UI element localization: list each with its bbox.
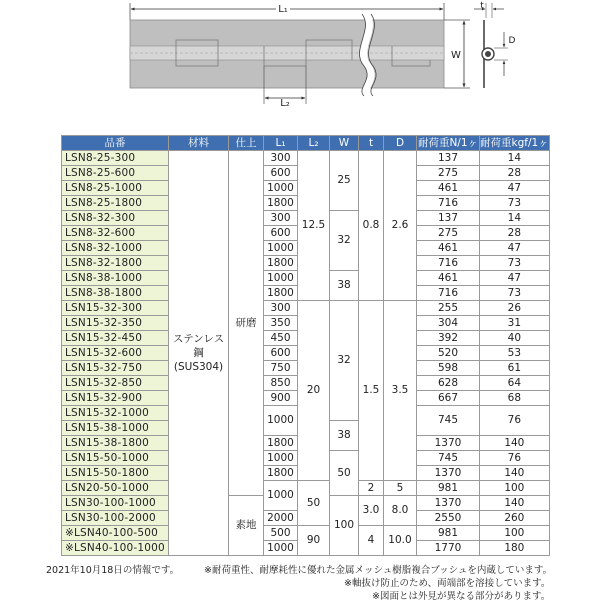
part-number: ※LSN40-100-500 — [62, 526, 169, 541]
d-cell: 3.5 — [384, 301, 417, 481]
l1-cell: 1000 — [264, 181, 298, 196]
load-kgf-cell: 140 — [480, 436, 550, 451]
load-n-cell: 628 — [417, 376, 480, 391]
load-n-cell: 745 — [417, 406, 480, 436]
t-cell: 4 — [359, 526, 384, 556]
l1-cell: 600 — [264, 226, 298, 241]
l1-cell: 1800 — [264, 256, 298, 271]
l2-label: L₂ — [280, 98, 290, 109]
load-n-cell: 716 — [417, 256, 480, 271]
load-kgf-cell: 14 — [480, 211, 550, 226]
header-finish: 仕上 — [229, 136, 264, 151]
load-kgf-cell: 140 — [480, 466, 550, 481]
l1-cell: 600 — [264, 346, 298, 361]
load-kgf-cell: 64 — [480, 376, 550, 391]
load-n-cell: 461 — [417, 181, 480, 196]
l1-cell: 300 — [264, 301, 298, 316]
table-row — [62, 151, 550, 166]
finish-raw-cell: 素地 — [229, 496, 264, 556]
load-kgf-cell: 14 — [480, 151, 550, 166]
load-n-cell: 461 — [417, 271, 480, 286]
load-kgf-cell: 73 — [480, 196, 550, 211]
load-kgf-cell: 100 — [480, 481, 550, 496]
l1-cell: 300 — [264, 151, 298, 166]
l1-cell: 1000 — [264, 541, 298, 556]
l1-cell: 1000 — [264, 451, 298, 466]
l1-cell: 1800 — [264, 286, 298, 301]
l2-cell: 12.5 — [298, 151, 330, 301]
l1-cell: 500 — [264, 526, 298, 541]
part-number: LSN15-50-1800 — [62, 466, 169, 481]
load-n-cell: 137 — [417, 151, 480, 166]
load-n-cell: 520 — [417, 346, 480, 361]
part-number: LSN8-25-600 — [62, 166, 169, 181]
part-number: LSN20-50-1000 — [62, 481, 169, 496]
material-cell: ステンレス鋼(SUS304) — [169, 151, 229, 556]
load-kgf-cell: 47 — [480, 181, 550, 196]
part-number: LSN8-32-300 — [62, 211, 169, 226]
l1-cell: 900 — [264, 391, 298, 406]
l2-cell: 50 — [298, 481, 330, 526]
w-cell: 25 — [330, 151, 359, 211]
part-number: LSN8-38-1000 — [62, 271, 169, 286]
table-row — [62, 301, 550, 316]
t-cell: 2 — [359, 481, 384, 496]
load-kgf-cell: 61 — [480, 361, 550, 376]
load-n-cell: 1370 — [417, 496, 480, 511]
d-cell: 8.0 — [384, 496, 417, 526]
part-number: LSN15-32-450 — [62, 331, 169, 346]
load-kgf-cell: 40 — [480, 331, 550, 346]
table-row — [62, 481, 550, 496]
part-number: LSN8-32-1800 — [62, 256, 169, 271]
part-number: LSN15-32-350 — [62, 316, 169, 331]
part-number: LSN15-32-1000 — [62, 406, 169, 421]
header-l2: L₂ — [298, 136, 330, 151]
note-bushing: ※耐荷重性、耐摩耗性に優れた金属メッシュ樹脂複合ブッシュを内蔵しています。 — [204, 565, 553, 576]
w-cell: 32 — [330, 211, 359, 271]
part-number: LSN15-32-900 — [62, 391, 169, 406]
load-n-cell: 255 — [417, 301, 480, 316]
part-number: LSN30-100-1000 — [62, 496, 169, 511]
l1-cell: 2000 — [264, 511, 298, 526]
part-number: LSN15-32-300 — [62, 301, 169, 316]
t-cell: 3.0 — [359, 496, 384, 526]
header-l1: L₁ — [264, 136, 298, 151]
spec-table — [61, 135, 550, 556]
load-n-cell: 137 — [417, 211, 480, 226]
l2-cell: 20 — [298, 301, 330, 481]
load-n-cell: 275 — [417, 226, 480, 241]
hinge-dimension-drawing — [0, 0, 600, 130]
part-number: LSN30-100-2000 — [62, 511, 169, 526]
w-label: W — [451, 50, 461, 61]
load-kgf-cell: 28 — [480, 166, 550, 181]
d-cell: 2.6 — [384, 151, 417, 301]
load-n-cell: 1370 — [417, 466, 480, 481]
load-n-cell: 981 — [417, 526, 480, 541]
w-cell: 100 — [330, 496, 359, 556]
info-date: 2021年10月18日の情報です。 — [46, 565, 180, 576]
l1-label: L₁ — [278, 4, 288, 15]
l1-cell: 1000 — [264, 406, 298, 436]
load-kgf-cell: 31 — [480, 316, 550, 331]
w-cell: 38 — [330, 421, 359, 451]
load-kgf-cell: 73 — [480, 256, 550, 271]
t-cell: 1.5 — [359, 301, 384, 481]
part-number: ※LSN40-100-1000 — [62, 541, 169, 556]
load-n-cell: 1770 — [417, 541, 480, 556]
load-kgf-cell: 100 — [480, 526, 550, 541]
header-w: W — [330, 136, 359, 151]
load-n-cell: 1370 — [417, 436, 480, 451]
l1-cell: 300 — [264, 211, 298, 226]
load-kgf-cell: 68 — [480, 391, 550, 406]
w-cell: 32 — [330, 301, 359, 421]
d-label: D — [508, 36, 516, 46]
header-part-number: 品番 — [62, 136, 169, 151]
part-number: LSN8-25-300 — [62, 151, 169, 166]
part-number: LSN8-25-1800 — [62, 196, 169, 211]
part-number: LSN8-38-1800 — [62, 286, 169, 301]
load-n-cell: 716 — [417, 196, 480, 211]
w-cell: 50 — [330, 451, 359, 496]
note-appearance: ※図面とは外見が異なる部分があります。 — [372, 591, 551, 602]
header-material: 材料 — [169, 136, 229, 151]
load-kgf-cell: 47 — [480, 241, 550, 256]
t-label: t — [480, 1, 484, 11]
l2-cell: 90 — [298, 526, 330, 556]
load-n-cell: 2550 — [417, 511, 480, 526]
l1-cell: 1800 — [264, 466, 298, 481]
load-kgf-cell: 47 — [480, 271, 550, 286]
part-number: LSN8-25-1000 — [62, 181, 169, 196]
l1-cell: 1000 — [264, 271, 298, 286]
part-number: LSN15-38-1800 — [62, 436, 169, 451]
load-n-cell: 745 — [417, 451, 480, 466]
l1-cell: 1800 — [264, 436, 298, 451]
l1-cell: 1000 — [264, 481, 298, 511]
load-kgf-cell: 180 — [480, 541, 550, 556]
w-cell: 38 — [330, 271, 359, 301]
part-number: LSN15-38-1000 — [62, 421, 169, 436]
part-number: LSN8-32-1000 — [62, 241, 169, 256]
l1-cell: 350 — [264, 316, 298, 331]
load-kgf-cell: 28 — [480, 226, 550, 241]
l1-cell: 450 — [264, 331, 298, 346]
header-d: D — [384, 136, 417, 151]
load-kgf-cell: 76 — [480, 451, 550, 466]
note-welding: ※軸抜け防止のため、両端部を溶接しています。 — [344, 578, 551, 589]
l1-cell: 850 — [264, 376, 298, 391]
l1-cell: 1800 — [264, 196, 298, 211]
d-cell: 10.0 — [384, 526, 417, 556]
load-kgf-cell: 140 — [480, 496, 550, 511]
header-load-n: 耐荷重N/1ヶ — [417, 136, 479, 149]
load-n-cell: 275 — [417, 166, 480, 181]
t-cell: 0.8 — [359, 151, 384, 301]
finish-polished-cell: 研磨 — [229, 151, 264, 496]
l1-cell: 600 — [264, 166, 298, 181]
part-number: LSN15-32-600 — [62, 346, 169, 361]
table-header-row — [62, 136, 550, 151]
load-kgf-cell: 260 — [480, 511, 550, 526]
load-n-cell: 598 — [417, 361, 480, 376]
table-row — [62, 526, 550, 541]
load-n-cell: 392 — [417, 331, 480, 346]
header-t: t — [359, 136, 384, 151]
load-n-cell: 667 — [417, 391, 480, 406]
part-number: LSN15-32-850 — [62, 376, 169, 391]
part-number: LSN15-32-750 — [62, 361, 169, 376]
header-load-kgf: 耐荷重kgf/1ヶ — [480, 136, 549, 149]
load-n-cell: 461 — [417, 241, 480, 256]
load-n-cell: 304 — [417, 316, 480, 331]
load-kgf-cell: 26 — [480, 301, 550, 316]
load-kgf-cell: 76 — [480, 406, 550, 436]
d-cell: 5 — [384, 481, 417, 496]
load-n-cell: 716 — [417, 286, 480, 301]
l1-cell: 1000 — [264, 241, 298, 256]
part-number: LSN8-32-600 — [62, 226, 169, 241]
l1-cell: 750 — [264, 361, 298, 376]
part-number: LSN15-50-1000 — [62, 451, 169, 466]
load-kgf-cell: 53 — [480, 346, 550, 361]
load-kgf-cell: 73 — [480, 286, 550, 301]
load-n-cell: 981 — [417, 481, 480, 496]
